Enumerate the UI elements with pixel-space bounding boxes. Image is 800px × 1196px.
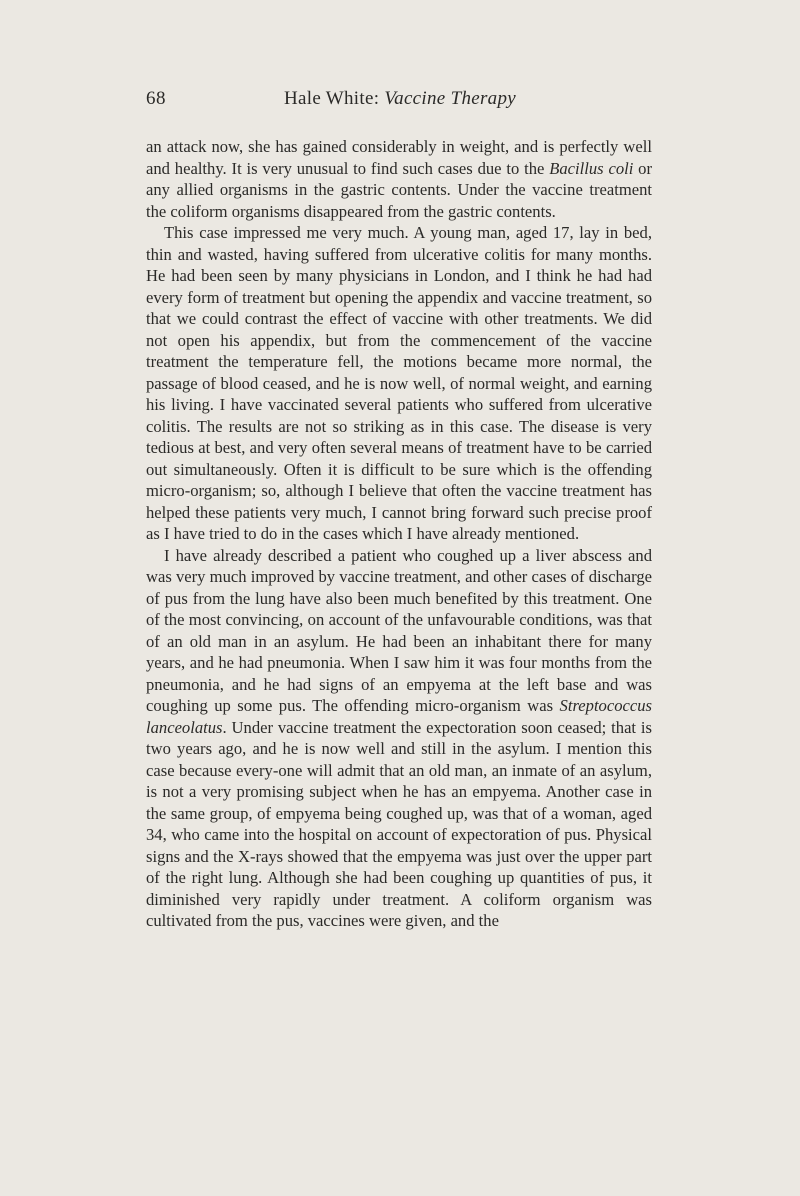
running-head xyxy=(0,88,800,110)
paragraph-empyema xyxy=(146,545,652,932)
running-head-title: Vaccine Therapy xyxy=(384,88,516,109)
page-number: 68 xyxy=(146,88,166,109)
paragraph-continuation xyxy=(146,136,652,222)
text-run: or any allied organisms in the gastric contents. Under the vaccine treatment the coliform organisms disappeared from the gastric contents. xyxy=(146,158,653,221)
page-header xyxy=(0,88,800,118)
text-run: . Under vaccine treatment the expectoration soon ceased; that is two years ago, and he is now well and still in the asylum. I mention this case because every-one will admit that an old man, an inmate of an asylum, is not a very promising subject when he has an empyema. Another case in the same group, of empyema being coughed up, was that of a woman, aged 34, who came into the hospital on account of expectoration of pus. Physical signs and the X-rays showed that the empyema was just over the upper part of the right lung. Although she had been coughing up quantities of pus, it diminished very rapidly under treatment. A coliform organism was cultivated from the pus, vaccines were given, and the xyxy=(146,717,652,930)
italic-term: Bacillus coli xyxy=(549,158,634,178)
text-run: This case impressed me very much. A young man, aged 17, lay in bed, thin and wasted, having suffered from ulcerative colitis for many months. He had been seen by many physicians in London, and I think he had had every form of treatment but opening the appendix and vaccine treatment, so that we could contrast the effect of vaccine with other treatments. We did not open his appendix, but from the commencement of the vaccine treatment the temperature fell, the motions became more normal, the passage of blood ceased, and he is now well, of normal weight, and earning his living. I have vaccinated several patients who suffered from ulcerative colitis. The results are not so striking as in this case. The disease is very tedious at best, and very often several means of treatment have to be carried out simultaneously. Often it is difficult to be sure which is the offending micro-organism; so, although I believe that often the vaccine treatment has helped these patients very much, I cannot bring forward such precise proof as I have tried to do in the cases which I have already mentioned. xyxy=(146,223,652,543)
running-head-separator: : xyxy=(373,88,385,109)
body-text xyxy=(146,136,652,932)
text-run: an attack now, she has gained considerably in weight, and is perfectly well and healthy. It is very unusual to find such cases due to the xyxy=(146,137,652,178)
running-head-author: Hale White xyxy=(284,88,374,109)
paragraph-ulcerative-colitis xyxy=(146,222,652,545)
text-run: I have already described a patient who coughed up a liver abscess and was very much improved by vaccine treatment, and other cases of discharge of pus from the lung have also been much benefited by this treatment. One of the most convincing, on account of the unfavourable conditions, was that of an old man in an asylum. He had been an inhabitant there for many years, and he had pneumonia. When I saw him it was four months from the pneumonia, and he had signs of an empyema at the left base and was coughing up some pus. The offending micro-organism was xyxy=(146,545,652,715)
italic-term: Streptococcus lanceolatus xyxy=(146,696,652,737)
